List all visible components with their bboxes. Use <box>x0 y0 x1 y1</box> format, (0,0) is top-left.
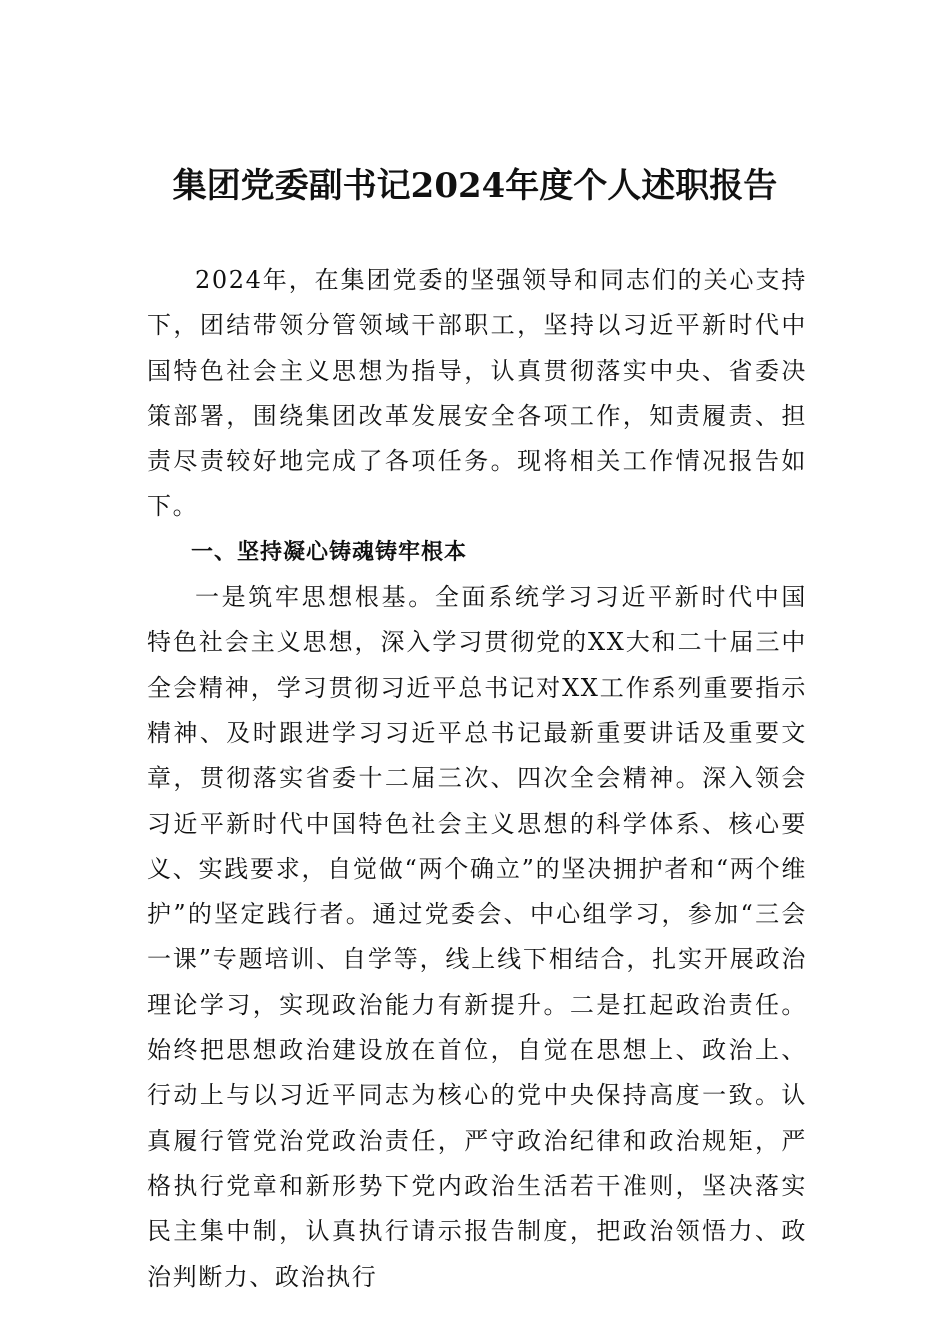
body-paragraph: 一是筑牢思想根基。全面系统学习习近平新时代中国特色社会主义思想，深入学习贯彻党的XX大和二十届三中全会精神，学习贯彻习近平总书记对XX工作系列重要指示精神、及时跟进学习习近平总书记最新重要讲话及重要文章，贯彻落实省委十二届三次、四次全会精神。深入领会习近平新时代中国特色社会主义思想的科学体系、核心要义、实践要求，自觉做“两个确立”的坚决拥护者和“两个维护”的坚定践行者。通过党委会、中心组学习，参加“三会一课”专题培训、自学等，线上线下相结合，扎实开展政治理论学习，实现政治能力有新提升。二是扛起政治责任。始终把思想政治建设放在首位，自觉在思想上、政治上、行动上与以习近平同志为核心的党中央保持高度一致。认真履行管党治党政治责任，严守政治纪律和政治规矩，严格执行党章和新形势下党内政治生活若干准则，坚决落实民主集中制，认真执行请示报告制度，把政治领悟力、政治判断力、政治执行 <box>147 583 807 1291</box>
document-title: 集团党委副书记2024年度个人述职报告 <box>172 166 778 206</box>
document-body <box>147 258 807 1300</box>
section-heading: 一、坚持凝心铸魂铸牢根本 <box>191 539 468 565</box>
intro-paragraph: 2024年，在集团党委的坚强领导和同志们的关心支持下，团结带领分管领域干部职工，坚持以习近平新时代中国特色社会主义思想为指导，认真贯彻落实中央、省委决策部署，围绕集团改革发展安全各项工作，知责履责、担责尽责较好地完成了各项任务。现将相关工作情况报告如下。 <box>147 266 807 521</box>
